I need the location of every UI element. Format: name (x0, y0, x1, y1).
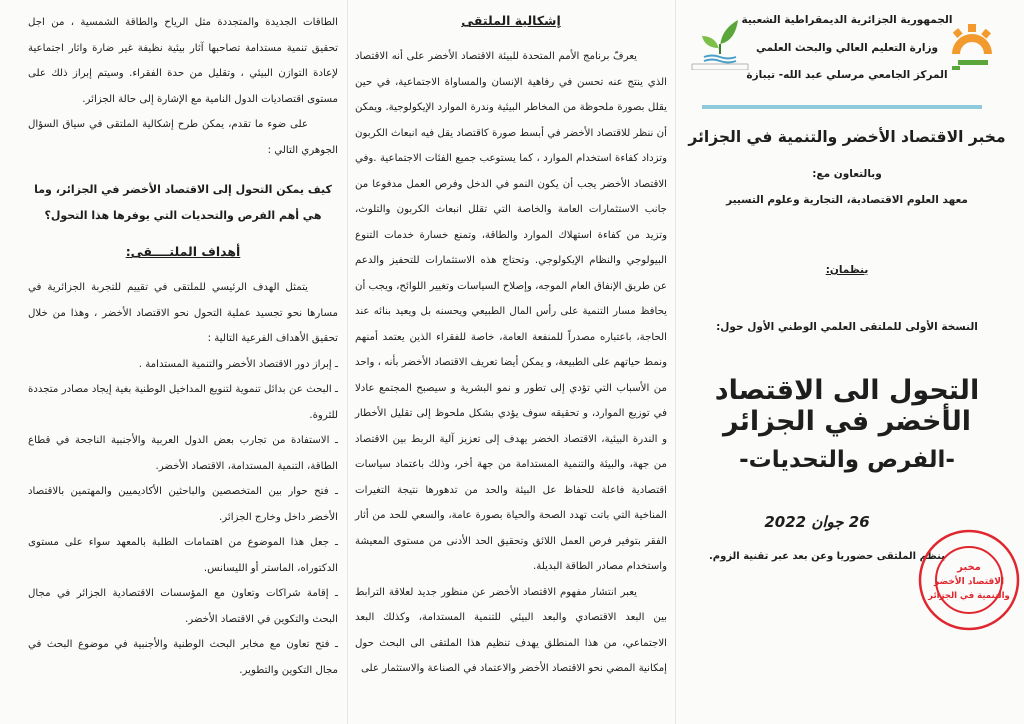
conference-title: التحول الى الاقتصاد الأخضر في الجزائر (714, 375, 980, 437)
university-logo-icon (944, 18, 1000, 74)
problem-statement-title: إشكالية الملتقى (461, 13, 561, 28)
conference-date: 26 جوان 2022 (764, 513, 870, 531)
svg-text:مخبر: مخبر (957, 562, 981, 573)
problem-paragraph: يعرفّ برنامج الأمم المتحدة للبيئة الاقتصاد الأخضر على أنه الاقتصاد الذي ينتج عنه تحسن في رفاهية الإنسان والمساواة الاجتماعية، في حين يقلل بصورة ملحوظة من المخاطر البيئية وندرة الموارد الإيكولوجية. ويمكن أن ننظر للاقتصاد الأخضر في أبسط صورة كاقتصاد يقل فيه انبعاث الكربون وتزداد كفاءة استخدام الموارد ، كما يستوعب جميع الفئات الاجتماعية .وفي الاقتصاد الأخضر يجب أن يكون النمو في الدخل وفرص العمل مدفوعا من جانب الاستثمارات العامة والخاصة التي تقلل انبعاث الكربون والتلوث، وتزيد من كفاءة استهلاك الموارد والطاقة، وتمنع خسارة خدمات التنوع البيولوجي والنظام الإيكولوجي. وتحتاج هذه الاستثمارات للتحفيز والدعم عن طريق الإنفاق العام الموجه، وإصلاح السياسات وتغيير اللوائح، ويجب أن يحافظ مسار التنمية على رأس المال الطبيعي ويحسنه بل ويعيد بنائه عند الحاجة، باعتباره مصدراً للمنفعة العامة، خاصة للفقراء الذين يعتمد أمنهم ونمط حياتهم على الطبيعة، و يمكن أيضا تعريف الاقتصاد الأخضر بأنه ، واحد من الأسباب التي تؤدي إلى تطور و نمو البشرية و سيصبح المجتمع عادلا في توزيع الموارد، و تحقيقه سوف يؤدي بشكل ملحوظ إلى تقليل الأخطار و الندرة البيئية، الاقتصاد الخضر يهدف إلى تعزيز آلية الربط بين الاقتصاد من جهة، والبيئة والتنمية المستدامة من جهة أخر، وذلك باعتماد سياسات اقتصادية فاعلة للحفاظ عل البيئة والحد من تدهورها نتيجة التغيرات المناخية التي باتت تهدد الصحة والحياة بصورة عامة، والسعي للحد من أثار الفقر بتوفير فرص العمل اللائق وتحقيق الحد الأدنى من مستوى المعيشة واستخدام مصادر الطاقة البديلة. (355, 51, 667, 572)
conference-mode: ينظم الملتقى حضوريا وعن بعد عبر تقنية الزوم. (708, 551, 946, 562)
header-university: المركز الجامعي مرسلي عبد الله- تيبازة (746, 69, 948, 81)
objective-item: ـ الاستفادة من تجارب بعض الدول العربية والأجنبية الناجحة في قطاع الطاقة، التنمية المستدامة، الاقتصاد الأخضر. (28, 435, 338, 472)
lab-stamp-icon (917, 528, 1021, 632)
main-question: كيف يمكن التحول إلى الاقتصاد الأخضر في الجزائر، وما هي أهم الفرص والتحديات التي يوفرها هذا التحول؟ (34, 183, 332, 222)
objective-item: ـ إبراز دور الاقتصاد الأخضر والتنمية المستدامة . (138, 358, 338, 370)
svg-text:والتنمية في الجزائر: والتنمية في الجزائر (928, 591, 1010, 601)
edition-label: النسخة الأولى للملتقى العلمي الوطني الأول حول: (716, 321, 978, 333)
objective-item: ـ البحث عن بدائل تنموية لتنويع المداخيل الوطنية بغية إيجاد مصادر متجددة للثروة. (28, 384, 338, 421)
svg-text:الاقتصاد الأخضر: الاقتصاد الأخضر (933, 577, 1005, 587)
cover-column (682, 0, 1012, 562)
objective-item: ـ جعل هذا الموضوع من اهتمامات الطلبة بالمعهد سواء على مستوى الدكتوراه، الماستر أو الليسانس. (28, 537, 338, 574)
problem-paragraph: يعبر انتشار مفهوم الاقتصاد الأخضر عن منظور جديد لعلاقة الترابط بين البعد الاقتصادي والبعد البيئي للتنمية المستدامة، وكذلك البعد الاجتماعي، من هذا المنطلق يهدف تنظيم هذا الملتقى الى البحث حول إمكانية المضي نحو الاقتصاد الأخضر والاعتماد في الصناعة والاستثمار على (355, 586, 667, 674)
objective-item: ـ إقامة شراكات وتعاون مع المؤسسات الاقتصادية الجزائر في مجال البحث والتكوين في الاقتصاد الأخضر. (28, 588, 338, 625)
middle-column (355, 10, 667, 682)
question-intro: على ضوء ما تقدم، يمكن طرح إشكالية الملتقى في سياق السؤال الجوهري التالي : (28, 119, 338, 156)
objectives-intro: يتمثل الهدف الرئيسي للملتقى في تقييم للتجربة الجزائرية في مسارها نحو تجسيد عملية التحول نحو الاقتصاد الأخضر ، وهذا من خلال تحقيق الأهداف الفرعية التالية : (28, 282, 338, 344)
left-column (28, 10, 338, 683)
header-block (682, 0, 1012, 110)
header-ministry: وزارة التعليم العالي والبحث العلمي (755, 42, 939, 54)
objective-item: ـ فتح تعاون مع مخابر البحث الوطنية والأجنبية في موضوع البحث في مجال التكوين والتطوير. (28, 639, 338, 676)
fold-line (347, 0, 348, 724)
intro-paragraph: الطاقات الجديدة والمتجددة مثل الرياح والطاقة الشمسية ، من اجل تحقيق تنمية مستدامة تصاحبها آثار بيئية نظيفة غير ضارة واثار اجتماعية لإعادة التوازن البيئي ، وتقليل من حدة الفقراء. وسيتم إبراز ذلك على مستوى اقتصاديات الدول النامية مع الإشارة إلى حالة الجزائر. (28, 17, 338, 105)
fold-line (675, 0, 676, 724)
organize-label: ينظمان: (825, 264, 869, 276)
objectives-title: أهداف الملتــــقى: (125, 244, 241, 259)
conference-subtitle: -الفرص والتحديات- (739, 447, 955, 473)
collaboration-label: وبالتعاون مع: (812, 168, 882, 180)
institute-name: معهد العلوم الاقتصادية، التجارية وعلوم التسيير (726, 194, 968, 206)
header-divider (702, 105, 982, 109)
header-republic: الجمهورية الجزائرية الديمقراطية الشعبية (741, 14, 953, 26)
objective-item: ـ فتح حوار بين المتخصصين والباحثين الأكاديميين والمهتمين بالاقتصاد الأخضر داخل وخارج الجزائر. (28, 486, 338, 523)
lab-title: مخبر الاقتصاد الأخضر والتنمية في الجزائر (688, 128, 1006, 146)
